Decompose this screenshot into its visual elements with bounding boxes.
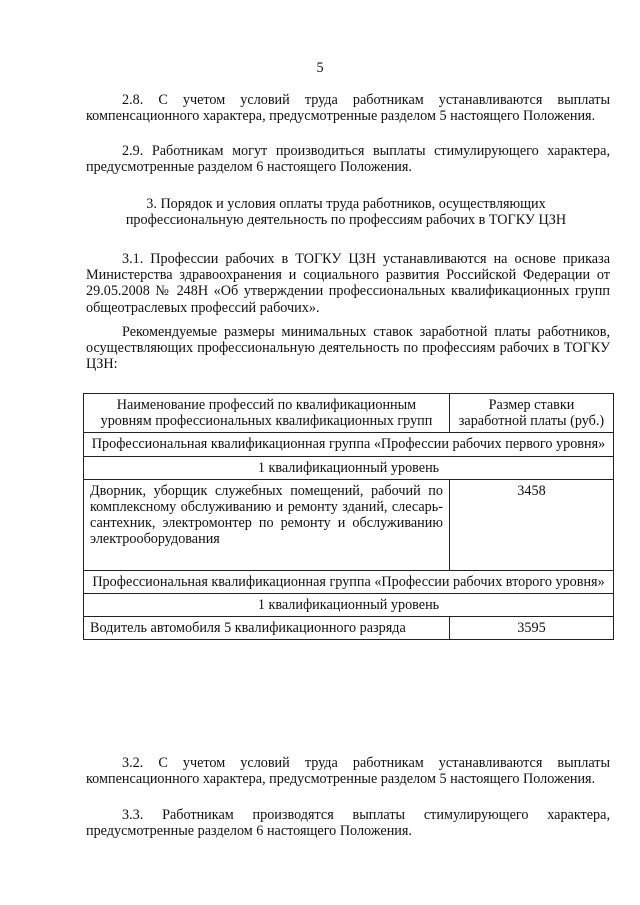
section-heading: 3. Порядок и условия оплаты труда работников, осуществляющих профессиональную деятельность по профессиям рабочих в ТОГКУ ЦЗН: [125, 196, 567, 229]
job-list: Дворник, уборщик служебных помещений, рабочий по комплексному обслуживанию и ремонту зданий, слесарь-сантехник, электромонтер по ремонту и обслуживанию электрооборудования: [84, 479, 450, 570]
table-row: [84, 617, 614, 640]
rate-value: 3458: [449, 479, 613, 570]
paragraph-3-1: 3.1. Профессии рабочих в ТОГКУ ЦЗН устанавливаются на основе приказа Министерства здравоохранения и социального развития Российской Федерации от 29.05.2008 № 248Н «Об утверждении профессиональных квалификационных групп общеотраслевых профессий рабочих».: [86, 251, 610, 316]
header-rate: Размер ставки заработной платы (руб.): [449, 394, 613, 433]
level-row: [84, 456, 614, 479]
group-title-second-level: Профессиональная квалификационная группа «Профессии рабочих второго уровня»: [84, 570, 614, 593]
qualification-level: 1 квалификационный уровень: [84, 456, 614, 479]
job-list: Водитель автомобиля 5 квалификационного разряда: [84, 617, 450, 640]
paragraph-2-9: 2.9. Работникам могут производиться выплаты стимулирующего характера, предусмотренные разделом 6 настоящего Положения.: [86, 143, 610, 176]
table-row: [84, 479, 614, 570]
level-row: [84, 593, 614, 616]
group-title-row: [84, 570, 614, 593]
group-title-first-level: Профессиональная квалификационная группа «Профессии рабочих первого уровня»: [84, 433, 614, 456]
group-title-row: [84, 433, 614, 456]
rate-value: 3595: [449, 617, 613, 640]
page-number: 5: [316, 60, 324, 76]
paragraph-2-8: 2.8. С учетом условий труда работникам устанавливаются выплаты компенсационного характера, предусмотренные разделом 5 настоящего Положения.: [86, 92, 610, 125]
qualification-level: 1 квалификационный уровень: [84, 593, 614, 616]
rates-table: [83, 393, 614, 640]
paragraph-recommended-rates: Рекомендуемые размеры минимальных ставок заработной платы работников, осуществляющих профессиональную деятельность по профессиям рабочих в ТОГКУ ЦЗН:: [86, 324, 610, 373]
paragraph-3-2: 3.2. С учетом условий труда работникам устанавливаются выплаты компенсационного характера, предусмотренные разделом 5 настоящего Положения.: [86, 755, 610, 788]
header-profession-name: Наименование профессий по квалификационным уровням профессиональных квалификационных групп: [84, 394, 450, 433]
paragraph-3-3: 3.3. Работникам производятся выплаты стимулирующего характера, предусмотренные разделом 6 настоящего Положения.: [86, 807, 610, 840]
table-header-row: [84, 394, 614, 433]
